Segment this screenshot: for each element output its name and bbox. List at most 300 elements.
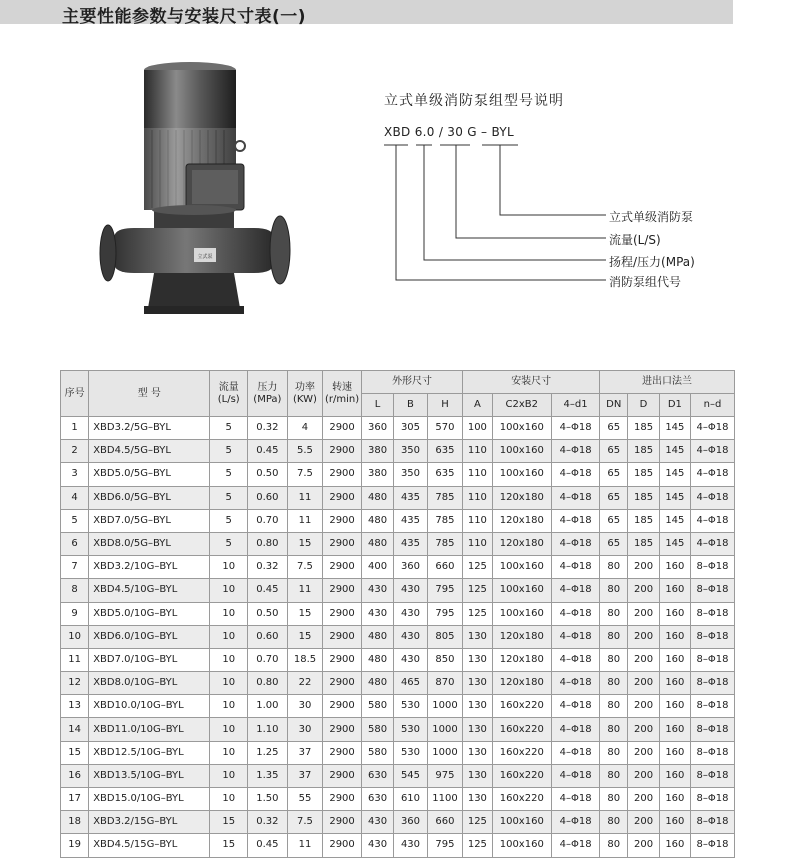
- table-cell: 125: [463, 556, 492, 579]
- header-pressure: 压力 (MPa): [248, 371, 288, 417]
- table-cell: 0.80: [248, 672, 288, 695]
- table-cell-model: XBD10.0/10G–BYL: [89, 695, 210, 718]
- table-cell-model: XBD6.0/5G–BYL: [89, 486, 210, 509]
- table-cell: 1000: [427, 741, 463, 764]
- table-cell: 12: [61, 672, 89, 695]
- table-cell: 11: [61, 648, 89, 671]
- table-cell: 0.45: [248, 579, 288, 602]
- table-cell: 8–Φ18: [691, 556, 735, 579]
- table-cell: 10: [210, 718, 248, 741]
- table-cell: 1000: [427, 695, 463, 718]
- table-cell: 110: [463, 509, 492, 532]
- table-cell: 2900: [323, 602, 362, 625]
- pump-illustration: [94, 58, 294, 320]
- table-cell: 5: [210, 509, 248, 532]
- table-cell: 480: [361, 486, 393, 509]
- table-cell: 200: [628, 625, 659, 648]
- table-cell: 435: [394, 532, 427, 555]
- table-cell: 15: [287, 625, 323, 648]
- header-speed: 转速 (r/min): [323, 371, 362, 417]
- table-cell: 4–Φ18: [552, 417, 600, 440]
- table-cell: 160: [659, 648, 690, 671]
- header-D: D: [628, 394, 659, 417]
- table-cell: 2900: [323, 417, 362, 440]
- table-cell: 1.50: [248, 788, 288, 811]
- table-cell: 8–Φ18: [691, 602, 735, 625]
- table-cell: 2900: [323, 718, 362, 741]
- table-cell-model: XBD6.0/10G–BYL: [89, 625, 210, 648]
- table-cell: 110: [463, 463, 492, 486]
- table-cell-model: XBD7.0/10G–BYL: [89, 648, 210, 671]
- table-cell-model: XBD4.5/15G–BYL: [89, 834, 210, 857]
- table-cell: 5: [210, 486, 248, 509]
- table-cell: 580: [361, 718, 393, 741]
- table-cell: 4–Φ18: [552, 811, 600, 834]
- table-cell: 4–Φ18: [691, 532, 735, 555]
- table-cell: 5: [61, 509, 89, 532]
- table-cell: 160: [659, 602, 690, 625]
- model-desc-4: 消防泵组代号: [609, 275, 682, 289]
- table-cell: 145: [659, 440, 690, 463]
- table-cell: 380: [361, 463, 393, 486]
- model-desc-1: 立式单级消防泵: [609, 210, 694, 224]
- table-cell: 65: [600, 417, 628, 440]
- model-explanation-title: 立式单级消防泵组型号说明: [384, 93, 564, 109]
- table-cell-model: XBD4.5/5G–BYL: [89, 440, 210, 463]
- table-cell: 2: [61, 440, 89, 463]
- table-cell: 5.5: [287, 440, 323, 463]
- inlet-flange: [100, 225, 116, 281]
- table-cell: 8–Φ18: [691, 579, 735, 602]
- header-H: H: [427, 394, 463, 417]
- table-cell: 120x180: [492, 486, 552, 509]
- table-cell: 545: [394, 764, 427, 787]
- table-cell: 2900: [323, 695, 362, 718]
- table-cell: 2900: [323, 625, 362, 648]
- table-cell: 110: [463, 532, 492, 555]
- table-cell: 530: [394, 741, 427, 764]
- table-cell: 160: [659, 741, 690, 764]
- table-cell: 145: [659, 532, 690, 555]
- table-cell: 8–Φ18: [691, 788, 735, 811]
- table-cell: 2900: [323, 811, 362, 834]
- header-D1: D1: [659, 394, 690, 417]
- table-cell: 80: [600, 764, 628, 787]
- table-cell-model: XBD8.0/5G–BYL: [89, 532, 210, 555]
- table-cell: 65: [600, 509, 628, 532]
- table-cell: 2900: [323, 532, 362, 555]
- table-cell-model: XBD3.2/15G–BYL: [89, 811, 210, 834]
- table-row: [61, 695, 735, 718]
- table-cell: 160: [659, 625, 690, 648]
- motor-housing: [144, 70, 236, 128]
- table-row: [61, 509, 735, 532]
- table-cell: 530: [394, 718, 427, 741]
- table-cell: 65: [600, 486, 628, 509]
- table-cell: 100: [463, 417, 492, 440]
- table-cell: 130: [463, 672, 492, 695]
- table-cell: 160: [659, 764, 690, 787]
- table-cell: 785: [427, 532, 463, 555]
- model-desc-3: 扬程/压力(MPa): [609, 255, 695, 269]
- table-cell: 15: [287, 532, 323, 555]
- table-cell: 430: [394, 602, 427, 625]
- table-cell: 130: [463, 648, 492, 671]
- table-cell: 7.5: [287, 463, 323, 486]
- table-cell: 4–Φ18: [691, 417, 735, 440]
- table-cell: 80: [600, 788, 628, 811]
- table-cell: 5: [210, 532, 248, 555]
- table-cell: 145: [659, 417, 690, 440]
- table-cell: 580: [361, 695, 393, 718]
- table-cell: 4–Φ18: [552, 532, 600, 555]
- table-cell: 15: [210, 834, 248, 857]
- table-cell: 8–Φ18: [691, 834, 735, 857]
- table-cell: 10: [210, 764, 248, 787]
- table-cell: 200: [628, 695, 659, 718]
- header-L: L: [361, 394, 393, 417]
- header-B: B: [394, 394, 427, 417]
- table-cell: 4–Φ18: [552, 695, 600, 718]
- table-cell: 2900: [323, 648, 362, 671]
- table-cell: 120x180: [492, 509, 552, 532]
- model-code-pressure: 30: [447, 125, 464, 139]
- table-cell: 8: [61, 579, 89, 602]
- table-cell: 1: [61, 417, 89, 440]
- table-cell: 4–Φ18: [552, 672, 600, 695]
- table-row: [61, 648, 735, 671]
- table-cell: 130: [463, 718, 492, 741]
- table-cell: 10: [210, 695, 248, 718]
- table-cell: 8–Φ18: [691, 672, 735, 695]
- table-cell: 160x220: [492, 788, 552, 811]
- table-cell: 1000: [427, 718, 463, 741]
- table-cell: 7: [61, 556, 89, 579]
- table-row: [61, 764, 735, 787]
- table-cell: 1.35: [248, 764, 288, 787]
- table-cell: 4–Φ18: [552, 764, 600, 787]
- table-cell: 65: [600, 463, 628, 486]
- model-code-flow: 6.0: [414, 125, 435, 139]
- table-cell: 10: [210, 648, 248, 671]
- table-cell: 530: [394, 695, 427, 718]
- header-seq: 序号: [61, 371, 89, 417]
- table-cell-model: XBD3.2/10G–BYL: [89, 556, 210, 579]
- table-cell: 0.50: [248, 602, 288, 625]
- table-cell: 7.5: [287, 556, 323, 579]
- table-cell: 130: [463, 788, 492, 811]
- table-cell: 2900: [323, 579, 362, 602]
- table-cell: 30: [287, 695, 323, 718]
- table-cell: 120x180: [492, 648, 552, 671]
- table-cell: 10: [61, 625, 89, 648]
- table-cell-model: XBD15.0/10G–BYL: [89, 788, 210, 811]
- table-cell: 18: [61, 811, 89, 834]
- table-cell: 15: [287, 602, 323, 625]
- table-cell: 145: [659, 463, 690, 486]
- table-cell: 4–Φ18: [552, 834, 600, 857]
- lifting-eye-icon: [235, 141, 245, 151]
- table-cell: 125: [463, 579, 492, 602]
- table-cell: 100x160: [492, 579, 552, 602]
- table-cell: 4–Φ18: [552, 556, 600, 579]
- table-cell: 2900: [323, 672, 362, 695]
- table-cell: 305: [394, 417, 427, 440]
- header-install-group: 安装尺寸: [463, 371, 600, 394]
- table-cell: 785: [427, 509, 463, 532]
- table-cell: 11: [287, 486, 323, 509]
- table-row: [61, 811, 735, 834]
- table-cell: 2900: [323, 788, 362, 811]
- table-cell: 0.60: [248, 625, 288, 648]
- table-cell: 660: [427, 556, 463, 579]
- table-cell: 22: [287, 672, 323, 695]
- table-cell: 430: [394, 648, 427, 671]
- table-cell: 80: [600, 648, 628, 671]
- table-cell: 5: [210, 440, 248, 463]
- table-cell: 360: [394, 556, 427, 579]
- table-cell: 350: [394, 440, 427, 463]
- table-cell: 480: [361, 648, 393, 671]
- table-row: [61, 463, 735, 486]
- table-cell: 80: [600, 741, 628, 764]
- table-cell: 80: [600, 695, 628, 718]
- table-cell: 100x160: [492, 463, 552, 486]
- table-cell: 795: [427, 602, 463, 625]
- table-cell: 435: [394, 509, 427, 532]
- table-cell: 80: [600, 556, 628, 579]
- table-cell: 200: [628, 811, 659, 834]
- table-cell: 200: [628, 718, 659, 741]
- table-row: [61, 440, 735, 463]
- table-row: [61, 579, 735, 602]
- table-cell: 7.5: [287, 811, 323, 834]
- table-cell: 4–Φ18: [552, 463, 600, 486]
- table-cell: 635: [427, 440, 463, 463]
- model-code-sep2: –: [481, 125, 488, 139]
- table-cell: 430: [394, 579, 427, 602]
- table-cell: 130: [463, 764, 492, 787]
- table-row: [61, 556, 735, 579]
- header-flange-group: 进出口法兰: [600, 371, 735, 394]
- table-cell: 10: [210, 579, 248, 602]
- table-cell: 480: [361, 509, 393, 532]
- model-code-sep1: /: [438, 125, 444, 139]
- table-cell: 0.80: [248, 532, 288, 555]
- table-cell: 430: [361, 834, 393, 857]
- table-cell: 37: [287, 741, 323, 764]
- table-cell: 570: [427, 417, 463, 440]
- table-cell: 4–Φ18: [691, 440, 735, 463]
- table-cell: 185: [628, 440, 659, 463]
- outlet-flange: [270, 216, 290, 284]
- table-cell: 160: [659, 579, 690, 602]
- table-cell: 360: [361, 417, 393, 440]
- table-cell: 16: [61, 764, 89, 787]
- table-row: [61, 834, 735, 857]
- table-cell: 430: [361, 602, 393, 625]
- table-cell: 4: [287, 417, 323, 440]
- table-cell: 8–Φ18: [691, 695, 735, 718]
- table-cell: 430: [361, 579, 393, 602]
- table-row: [61, 532, 735, 555]
- table-cell: 200: [628, 834, 659, 857]
- table-cell: 4–Φ18: [552, 648, 600, 671]
- header-nd: n–d: [691, 394, 735, 417]
- table-cell: 4–Φ18: [552, 486, 600, 509]
- table-cell: 0.70: [248, 509, 288, 532]
- header-model: 型 号: [89, 371, 210, 417]
- model-code-suffix: BYL: [491, 125, 514, 139]
- table-cell: 4–Φ18: [552, 718, 600, 741]
- table-cell: 11: [287, 509, 323, 532]
- header-outer-group: 外形尺寸: [361, 371, 462, 394]
- table-cell: 100x160: [492, 834, 552, 857]
- table-cell: 10: [210, 788, 248, 811]
- table-cell: 80: [600, 602, 628, 625]
- table-cell: 65: [600, 440, 628, 463]
- table-row: [61, 486, 735, 509]
- table-cell: 795: [427, 579, 463, 602]
- table-cell: 160: [659, 556, 690, 579]
- table-cell: 185: [628, 417, 659, 440]
- table-cell: 8–Φ18: [691, 625, 735, 648]
- table-cell: 80: [600, 625, 628, 648]
- table-cell: 100x160: [492, 440, 552, 463]
- table-cell: 55: [287, 788, 323, 811]
- table-cell: 975: [427, 764, 463, 787]
- table-cell: 125: [463, 602, 492, 625]
- table-cell: 160: [659, 672, 690, 695]
- table-cell: 480: [361, 625, 393, 648]
- table-cell: 1.10: [248, 718, 288, 741]
- table-cell: 430: [394, 834, 427, 857]
- table-cell: 350: [394, 463, 427, 486]
- table-cell: 8–Φ18: [691, 648, 735, 671]
- model-code-prefix: XBD: [384, 125, 411, 139]
- table-cell: 120x180: [492, 532, 552, 555]
- table-cell: 4–Φ18: [691, 486, 735, 509]
- table-cell: 80: [600, 811, 628, 834]
- table-cell: 2900: [323, 440, 362, 463]
- table-cell: 4–Φ18: [552, 625, 600, 648]
- table-cell-model: XBD12.5/10G–BYL: [89, 741, 210, 764]
- table-cell: 200: [628, 741, 659, 764]
- table-cell: 160: [659, 811, 690, 834]
- table-cell: 630: [361, 788, 393, 811]
- header-power: 功率 (KW): [287, 371, 323, 417]
- table-cell: 11: [287, 834, 323, 857]
- table-cell: 805: [427, 625, 463, 648]
- table-cell: 465: [394, 672, 427, 695]
- table-cell: 65: [600, 532, 628, 555]
- table-cell: 795: [427, 834, 463, 857]
- table-cell: 8–Φ18: [691, 741, 735, 764]
- table-cell: 8–Φ18: [691, 718, 735, 741]
- table-cell: 160x220: [492, 718, 552, 741]
- table-cell: 110: [463, 440, 492, 463]
- table-cell: 430: [361, 811, 393, 834]
- table-cell: 160: [659, 788, 690, 811]
- header-bar: [0, 0, 733, 27]
- model-code: [384, 125, 514, 139]
- table-cell: 30: [287, 718, 323, 741]
- table-cell-model: XBD11.0/10G–BYL: [89, 718, 210, 741]
- table-cell: 160: [659, 695, 690, 718]
- table-cell: 0.32: [248, 556, 288, 579]
- table-cell: 185: [628, 463, 659, 486]
- table-cell: 185: [628, 486, 659, 509]
- table-cell-model: XBD5.0/5G–BYL: [89, 463, 210, 486]
- table-cell: 125: [463, 834, 492, 857]
- table-cell: 0.60: [248, 486, 288, 509]
- pump-foot: [148, 273, 240, 308]
- table-cell: 145: [659, 509, 690, 532]
- table-cell: 15: [61, 741, 89, 764]
- table-cell: 0.32: [248, 811, 288, 834]
- table-cell: 200: [628, 602, 659, 625]
- table-row: [61, 741, 735, 764]
- nameplate-text: 立式泵: [197, 254, 213, 260]
- table-cell: 1.25: [248, 741, 288, 764]
- table-cell: 360: [394, 811, 427, 834]
- table-cell: 160x220: [492, 695, 552, 718]
- table-cell: 380: [361, 440, 393, 463]
- table-cell: 100x160: [492, 811, 552, 834]
- table-cell: 0.45: [248, 440, 288, 463]
- table-row: [61, 718, 735, 741]
- table-cell: 11: [287, 579, 323, 602]
- table-cell: 160x220: [492, 741, 552, 764]
- table-cell: 8–Φ18: [691, 811, 735, 834]
- table-cell: 4–Φ18: [691, 509, 735, 532]
- table-cell: 785: [427, 486, 463, 509]
- table-cell: 80: [600, 672, 628, 695]
- table-cell-model: XBD7.0/5G–BYL: [89, 509, 210, 532]
- header-A: A: [463, 394, 492, 417]
- table-cell: 100x160: [492, 417, 552, 440]
- table-cell: 0.50: [248, 463, 288, 486]
- table-cell: 10: [210, 672, 248, 695]
- table-cell: 610: [394, 788, 427, 811]
- table-cell: 635: [427, 463, 463, 486]
- table-cell: 10: [210, 625, 248, 648]
- header-DN: DN: [600, 394, 628, 417]
- header-d1: 4–d1: [552, 394, 600, 417]
- table-cell: 480: [361, 672, 393, 695]
- table-cell: 0.45: [248, 834, 288, 857]
- table-cell: 0.70: [248, 648, 288, 671]
- table-cell: 4–Φ18: [552, 509, 600, 532]
- table-cell: 120x180: [492, 625, 552, 648]
- table-cell: 1100: [427, 788, 463, 811]
- table-cell: 8–Φ18: [691, 764, 735, 787]
- table-cell: 200: [628, 648, 659, 671]
- table-cell: 100x160: [492, 602, 552, 625]
- table-row: [61, 672, 735, 695]
- table-cell: 2900: [323, 463, 362, 486]
- table-cell: 17: [61, 788, 89, 811]
- table-cell: 6: [61, 532, 89, 555]
- table-cell: 4–Φ18: [552, 440, 600, 463]
- table-cell: 37: [287, 764, 323, 787]
- table-cell: 10: [210, 556, 248, 579]
- table-cell: 9: [61, 602, 89, 625]
- spec-table-body: [61, 417, 735, 858]
- table-cell: 200: [628, 556, 659, 579]
- table-cell: 2900: [323, 486, 362, 509]
- table-cell: 160: [659, 834, 690, 857]
